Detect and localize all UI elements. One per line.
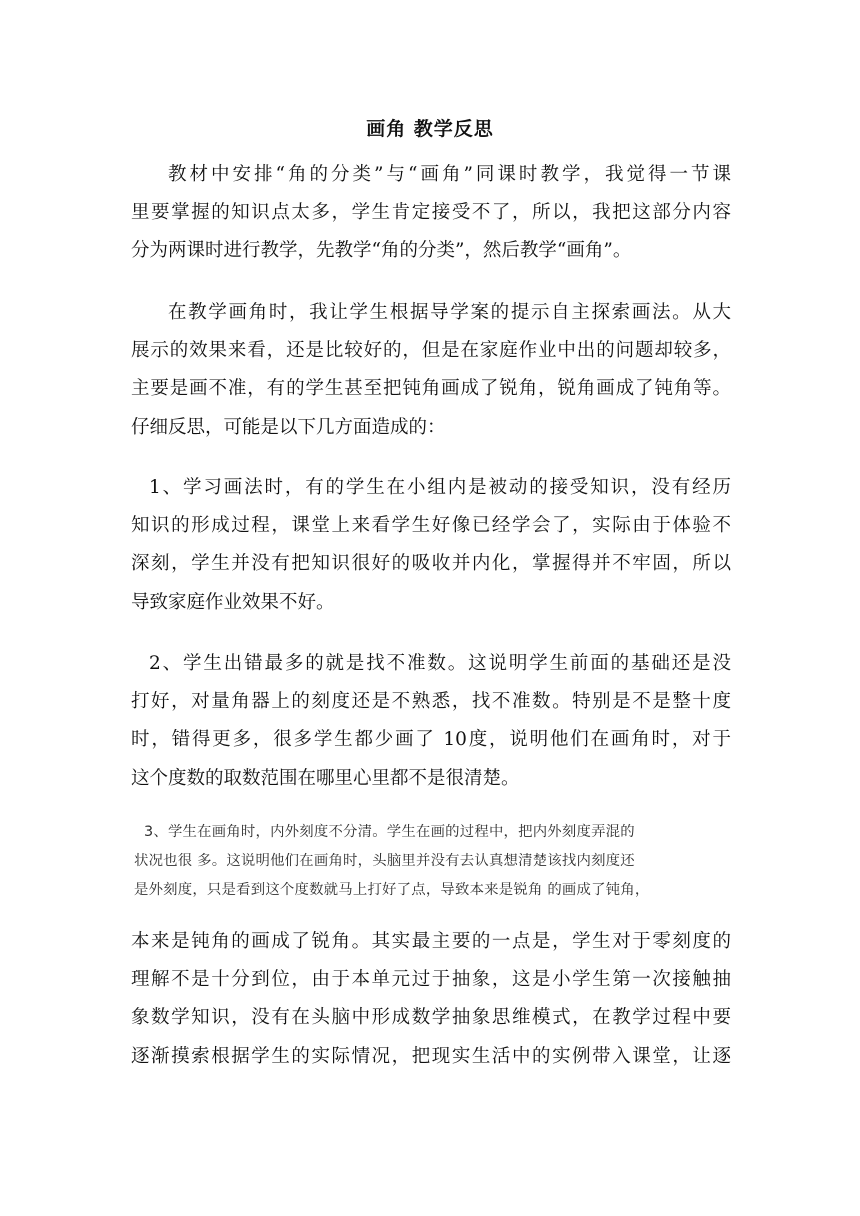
point-2 <box>131 645 731 798</box>
text-line: 展示的效果来看，还是比较好的，但是在家庭作业中出的问题却较多， <box>131 340 731 362</box>
text-line: 里要掌握的知识点太多，学生肯定接受不了，所以，我把这部分内容 <box>131 202 731 224</box>
text-line: 这个度数的取数范围在哪里心里都不是很清楚。 <box>131 767 520 789</box>
text-line: 3、学生在画角时，内外刻度不分清。学生在画的过程中，把内外刻度弄混的 <box>144 824 635 840</box>
paragraph-reflection <box>131 294 731 447</box>
text-line: 2、学生出错最多的就是找不准数。这说明学生前面的基础还是没 <box>149 653 731 674</box>
text-line: 主要是画不准，有的学生甚至把钝角画成了锐角，锐角画成了钝角等。 <box>131 378 731 400</box>
point-1 <box>131 469 731 622</box>
text-line: 1、学习画法时，有的学生在小组内是被动的接受知识，没有经历 <box>149 477 731 498</box>
text-line: 教材中安排“角的分类”与“画角”同课时教学，我觉得一节课 <box>168 164 731 185</box>
text-line: 理解不是十分到位，由于本单元过于抽象，这是小学生第一次接触抽 <box>131 969 731 991</box>
paragraph-intro <box>131 156 731 271</box>
text-line: 打好，对量角器上的刻度还是不熟悉，找不准数。特别是不是整十度 <box>131 691 731 713</box>
text-line: 本来是钝角的画成了锐角。其实最主要的一点是，学生对于零刻度的 <box>131 931 731 952</box>
document-title: 画角 教学反思 <box>366 118 494 140</box>
text-line: 知识的形成过程，课堂上来看学生好像已经学会了，实际由于体验不 <box>131 515 731 537</box>
point-3-scanned-image <box>134 818 712 905</box>
text-line: 逐渐摸索根据学生的实际情况，把现实生活中的实例带入课堂，让逐 <box>131 1045 731 1067</box>
text-line: 深刻，学生并没有把知识很好的吸收并内化，掌握得并不牢固，所以 <box>131 553 731 575</box>
text-line: 时，错得更多，很多学生都少画了 10度，说明他们在画角时，对于 <box>131 729 731 751</box>
text-line: 状况也很 多。这说明他们在画角时，头脑里并没有去认真想清楚该找内刻度还 <box>134 853 635 869</box>
paragraph-continued <box>131 923 731 1076</box>
text-line: 象数学知识，没有在头脑中形成数学抽象思维模式，在教学过程中要 <box>131 1007 731 1029</box>
text-line: 分为两课时进行教学，先教学“角的分类”，然后教学“画角”。 <box>131 240 632 262</box>
text-line: 导致家庭作业效果不好。 <box>131 591 335 613</box>
text-line: 是外刻度，只是看到这个度数就马上打好了点，导致本来是锐角 的画成了钝角， <box>134 882 650 898</box>
text-line: 仔细反思，可能是以下几方面造成的： <box>131 416 446 438</box>
text-line: 在教学画角时，我让学生根据导学案的提示自主探索画法。从大 <box>168 302 731 323</box>
